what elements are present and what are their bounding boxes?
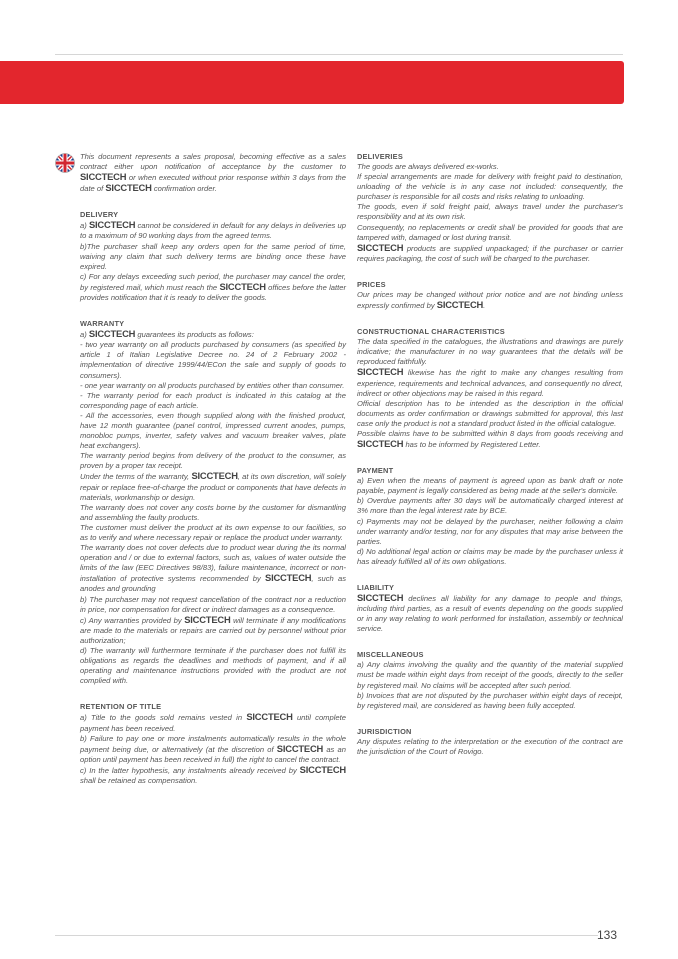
brand-logo: SICCTECH [184, 613, 231, 625]
paragraph: b) The purchaser may not request cancellation of the contract nor a reduction in price, nor compensation for direct or indirect damages as a consequence. [80, 594, 346, 614]
section-title-warranty: WARRANTY [80, 319, 125, 329]
paragraph: b) Failure to pay one or more instalments automatically results in the whole payment being due, or alternatively (at the discretion of SICCTECH as an option until payment has been received in full) the right to cancel the contract. [80, 733, 346, 764]
right-column [357, 152, 623, 757]
paragraph: Official description has to be intended as the description in the official documents as order confirmation or drawings submitted for approval, this last case only the product is not a standard product listed in the official catalogue. [357, 398, 623, 428]
paragraph: Under the terms of the warranty, SICCTECH, at its own discretion, will solely repair or replace free-of-charge the product or components that have defects in materials, workmanship or design. [80, 470, 346, 502]
paragraph: d) No additional legal action or claims may be made by the purchaser unless it has already fulfilled all of its own obligations. [357, 546, 623, 566]
paragraph: SICCTECH products are supplied unpackaged; if the purchaser or carrier requires packaging, the cost of such will be charged to the purchaser. [357, 241, 623, 263]
paragraph: c) Payments may not be delayed by the purchaser, neither following a claim under warranty and/or testing, nor for any disputes that may arise between the parties. [357, 516, 623, 546]
paragraph: a) Title to the goods sold remains vested in SICCTECH until complete payment has been received. [80, 711, 346, 733]
section-title-deliveries: DELIVERIES [357, 152, 403, 161]
paragraph: b)The purchaser shall keep any orders open for the same period of time, waiving any claim that such delivery terms are binding once these have expired. [80, 241, 346, 271]
brand-logo: SICCTECH [299, 763, 346, 775]
page-number: 133 [597, 928, 618, 942]
paragraph: The data specified in the catalogues, the illustrations and drawings are purely indicative; the manufacturer in no way guarantees that the details will be reproduced faithfully. [357, 337, 623, 367]
brand-logo: SICCTECH [357, 241, 404, 253]
left-column [80, 152, 346, 786]
brand-logo: SICCTECH [357, 592, 404, 603]
paragraph: d) The warranty will furthermore terminate if the purchaser does not fulfill its obligations as regards the deadlines and methods of payment, and if all operating and maintenance instructions provided with the product are not complied with. [80, 646, 346, 686]
paragraph: c) For any delays exceeding such period, the purchaser may cancel the order, by registered mail, which must reach the SICCTECH offices before the latter provides notification that it is ready to deliver the goods. [80, 271, 346, 303]
brand-logo: SICCTECH [191, 470, 238, 482]
paragraph: - two year warranty on all products purchased by consumers (as specified by article 1 of Italian Legislative Decree no. 24 of 2 February 2002 - implementation of directive 1999/44/ECon the sale and supply of goods to consumers). [80, 340, 346, 380]
paragraph: SICCTECH likewise has the right to make any changes resulting from experience, requirements and technical advances, and consequently no direct, indirect or other objections may be raised in this regard. [357, 366, 623, 398]
brand-logo: SICCTECH [88, 328, 136, 340]
section-title-prices: PRICES [357, 279, 386, 289]
brand-logo: SICCTECH [105, 182, 152, 194]
brand-logo: SICCTECH [276, 742, 324, 754]
paragraph: c) Any warranties provided by SICCTECH will terminate if any modifications are made to the materials or repairs are carried out by personnel without prior authorization; [80, 613, 346, 645]
brand-logo: SICCTECH [357, 438, 404, 450]
paragraph: - The warranty period for each product is indicated in this catalog at the corresponding page of each article. [80, 390, 346, 410]
paragraph: c) In the latter hypothesis, any instalments already received by SICCTECH shall be retained as compensation. [80, 763, 346, 785]
paragraph: The warranty does not cover any costs borne by the customer for dismantling and assembling the faulty products. [80, 502, 346, 522]
brand-logo: SICCTECH [246, 711, 293, 723]
paragraph: Our prices may be changed without prior notice and are not binding unless expressly confirmed by SICCTECH. [357, 289, 623, 311]
paragraph: If special arrangements are made for delivery with freight paid to destination, unloading of the vehicle is in any case not included: consequently, the purchaser is responsible for all costs and risks relating to unloading. [357, 172, 623, 202]
paragraph: Consequently, no replacements or credit shall be provided for goods that are tampered with, damaged or lost during transit. [357, 222, 623, 242]
brand-logo: SICCTECH [357, 366, 404, 378]
paragraph: b) Invoices that are not disputed by the purchaser within eight days of receipt, by registered mail, are considered as having been fully accepted. [357, 690, 623, 710]
paragraph: The customer must deliver the product at its own expense to our facilities, so as to verify and where necessary repair or replace the product under warranty. [80, 522, 346, 542]
brand-logo: SICCTECH [219, 280, 266, 292]
section-title-jurisdiction: JURISDICTION [357, 726, 412, 736]
brand-logo: SICCTECH [80, 171, 127, 183]
paragraph: The goods, even if sold freight paid, always travel under the purchaser's responsibility and at its own risk. [357, 202, 623, 222]
header-band [0, 61, 624, 104]
intro-paragraph: This document represents a sales proposal, becoming effective as a sales contract either upon notification of acceptance by the customer to SICCTECH or when executed without prior response within 3 days from the date of SICCTECH confirmation order. [80, 152, 346, 194]
bottom-rule [55, 935, 598, 936]
paragraph: a) Any claims involving the quality and the quantity of the material supplied must be made within eight days from receipt of the goods, directly to the seller by registered mail. No claims will be accepted after such period. [357, 660, 623, 690]
paragraph: - one year warranty on all products purchased by entities other than consumer. [80, 380, 345, 390]
top-rule [55, 54, 623, 55]
paragraph: The warranty does not cover defects due to product wear during the its normal operation and / or due to external factors, such as, values of water outside the limits of the law (EEC Directives 98/83), failure maintenance, incorrect or non-installation of protective systems recommended by SICCTECH, such as anodes and grounding [80, 543, 346, 594]
uk-flag-icon [55, 153, 75, 173]
brand-logo: SICCTECH [88, 219, 136, 231]
section-title-retention: RETENTION OF TITLE [80, 702, 162, 712]
paragraph: b) Overdue payments after 30 days will be automatically charged interest at 3% more than the legal interest rate by BCE. [357, 496, 623, 516]
paragraph: SICCTECH declines all liability for any damage to people and things, including third parties, as a result of events depending on the goods supplied or in any way relating to work performed for installation, assembly or technical service. [357, 592, 623, 634]
paragraph: - All the accessories, even though supplied along with the finished product, have 12 month guarantee (panel control, impressed current anodes, pumps, monobloc pumps, inverter, safety valves and vacuum breaker valves, plate heat exchangers). [80, 410, 346, 451]
section-title-liability: LIABILITY [357, 583, 395, 592]
paragraph: The warranty period begins from delivery of the product to the consumer, as proven by a proper tax receipt. [80, 451, 346, 471]
section-title-miscellaneous: MISCELLANEOUS [357, 650, 424, 660]
paragraph: a) SICCTECH guarantees its products as follows: [80, 328, 254, 340]
paragraph: a) Even when the means of payment is agreed upon as bank draft or note payable, payment is legally considered as being made at the seller's domicile. [357, 476, 623, 496]
section-title-delivery: DELIVERY [80, 210, 119, 220]
brand-logo: SICCTECH [436, 299, 484, 311]
section-title-payment: PAYMENT [357, 466, 394, 476]
paragraph: Possible claims have to be submitted within 8 days from goods receiving and SICCTECH has to be informed by Registered Letter. [357, 428, 623, 450]
paragraph: a) SICCTECH cannot be considered in default for any delays in deliveries up to a maximum of 90 working days from the agreed terms. [80, 219, 346, 241]
paragraph: The goods are always delivered ex-works. [357, 162, 499, 171]
section-title-constructional: CONSTRUCTIONAL CHARACTERISTICS [357, 327, 505, 337]
paragraph: Any disputes relating to the interpretation or the execution of the contract are the jurisdiction of the Court of Rovigo. [357, 736, 623, 756]
brand-logo: SICCTECH [265, 572, 312, 584]
